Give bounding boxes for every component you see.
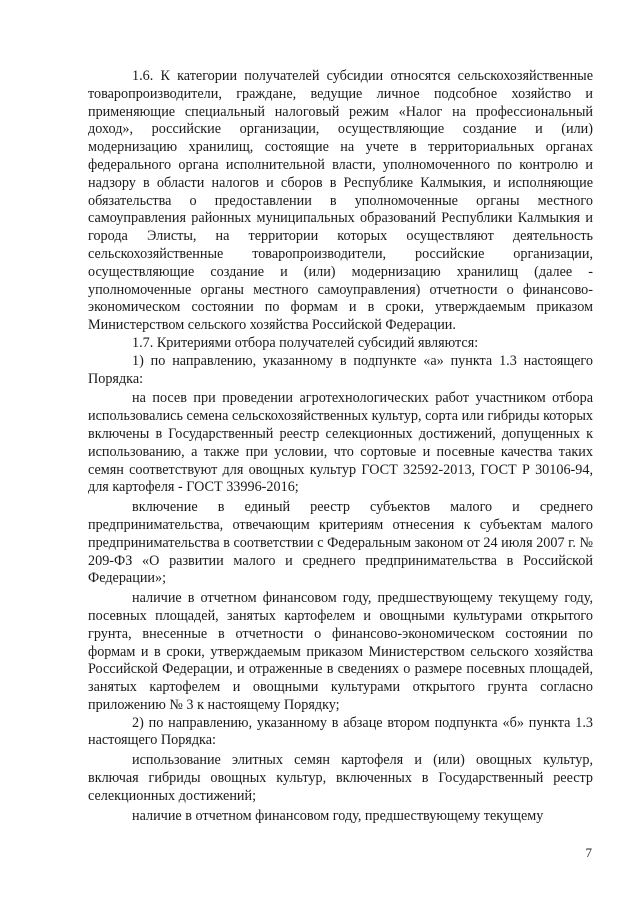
paragraph-direction-1: 1) по направлению, указанному в подпункте «а» пункта 1.3 настоящего Порядка:: [88, 352, 593, 387]
paragraph-seeds-criterion: на посев при проведении агротехнологических работ участником отбора использовались семена сельскохозяйственных культур, сорта или гибриды которых включены в Государственный реестр селекционных достижений, допущенных к использованию, а также при условии, что сортовые и посевные качества таких семян соответствуют для овощных культур ГОСТ 32592-2013, ГОСТ Р 30106-94, для картофеля - ГОСТ 33996-2016;: [88, 390, 593, 496]
paragraph-reporting-year-criterion: наличие в отчетном финансовом году, предшествующему текущему: [132, 807, 544, 824]
paragraph-1-7-heading: 1.7. Критериями отбора получателей субсидий являются:: [132, 334, 479, 351]
page-number: 7: [585, 845, 592, 860]
paragraph-1-6: 1.6. К категории получателей субсидии относятся сельскохозяйственные товаропроизводители, граждане, ведущие личное подсобное хозяйство и применяющие специальный налоговый режим «Налог на профессиональный доход», российские организации, осуществляющие создание и (или) модернизацию хранилищ, состоящие на учете в территориальных органах федерального органа исполнительной власти, уполномоченного по контролю и надзору в области налогов и сборов в Республике Калмыкия, и исполняющие обязательства о предоставлении в уполномоченные органы местного самоуправления районных муниципальных образований Республики Калмыкия и города Элисты, на территории которых осуществляют деятельность сельскохозяйственные товаропроизводители, российские организации, осуществляющие создание и (или) модернизацию хранилищ (далее - уполномоченные органы местного самоуправления) отчетности о финансово-экономическом состоянии по формам и в сроки, утверждаемым приказом Министерством сельского хозяйства Российской Федерации.: [88, 68, 593, 334]
document-body: [88, 68, 593, 825]
paragraph-registry-criterion: включение в единый реестр субъектов малого и среднего предпринимательства, отвечающим критериям отнесения к субъектам малого предпринимательства в соответствии с Федеральным законом от 24 июля 2007 г. № 209-ФЗ «О развитии малого и среднего предпринимательства в Российской Федерации»;: [88, 499, 593, 587]
paragraph-sown-area-criterion: наличие в отчетном финансовом году, предшествующему текущему году, посевных площадей, занятых картофелем и овощными культурами открытого грунта, внесенные в отчетности о финансово-экономическом состоянии по формам и в сроки, утверждаемым приказом Министерством сельского хозяйства Российской Федерации, и отраженные в сведениях о размере посевных площадей, занятых картофелем и овощными культурами открытого грунта согласно приложению № 3 к настоящему Порядку;: [88, 590, 593, 713]
paragraph-direction-2: 2) по направлению, указанному в абзаце втором подпункта «б» пункта 1.3 настоящего Порядка:: [88, 714, 593, 749]
paragraph-elite-seeds-criterion: использование элитных семян картофеля и (или) овощных культур, включая гибриды овощных культур, включенных в Государственный реестр селекционных достижений;: [88, 752, 593, 804]
